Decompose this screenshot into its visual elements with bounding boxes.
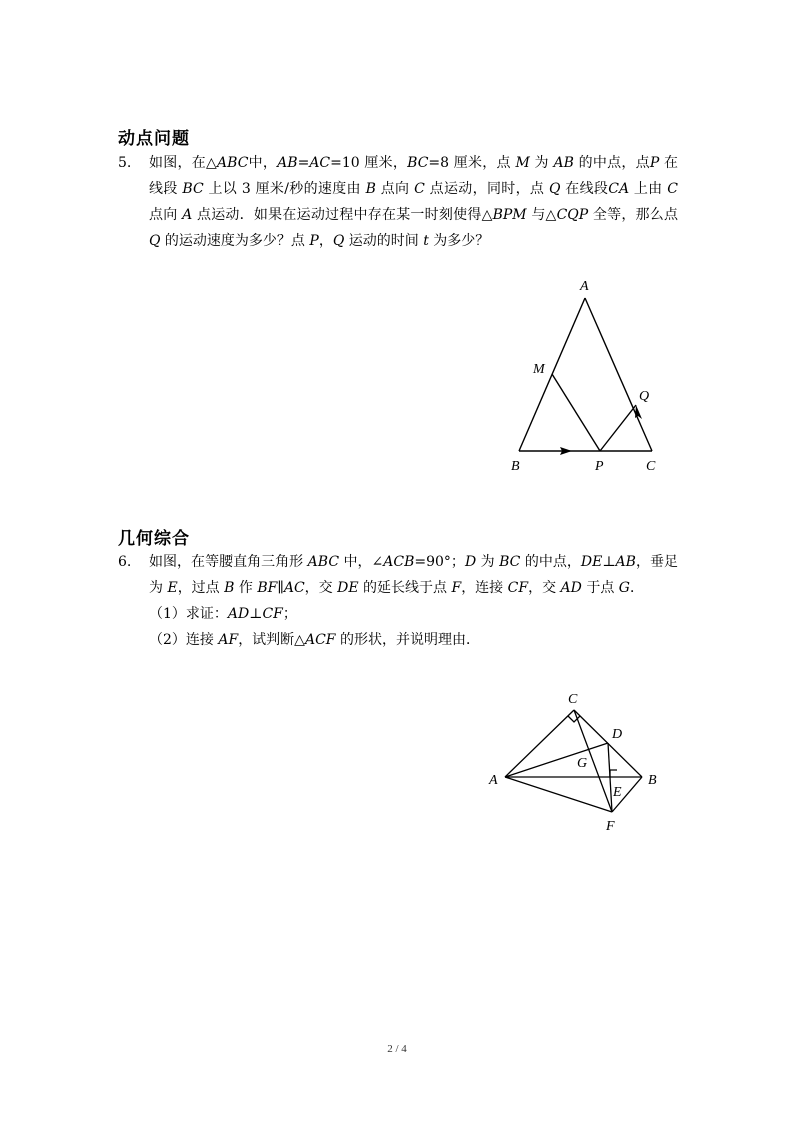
section-title-geometry: 几何综合 bbox=[118, 529, 190, 549]
page-number: 2 / 4 bbox=[387, 1043, 407, 1055]
sub-question-1: （1）求证：AD⊥CF； bbox=[149, 606, 297, 622]
section-title-moving-point: 动点问题 bbox=[118, 129, 190, 149]
label-a: A bbox=[580, 279, 589, 294]
label-m: M bbox=[533, 362, 545, 377]
label-b: B bbox=[511, 459, 520, 474]
label-p: P bbox=[595, 459, 604, 474]
problem-6-text: 如图，在等腰直角三角形 ABC 中，∠ACB=90°；D 为 BC 的中点，DE⊥AB，垂足为 E，过点 B 作 BF∥AC，交 DE 的延长线于点 F，连接 CF，交 AD 于点 G． bbox=[149, 554, 679, 596]
segment-ac bbox=[505, 710, 574, 777]
problem-number: 6. bbox=[118, 554, 132, 570]
label-b: B bbox=[648, 773, 657, 788]
label-e: E bbox=[613, 785, 622, 800]
problem-number: 5. bbox=[118, 155, 132, 171]
label-c: C bbox=[646, 459, 656, 474]
problem-5-text: 如图，在△ABC中，AB=AC=10 厘米，BC=8 厘米，点 M 为 AB 的中点，点P 在线段 BC 上以 3 厘米/秒的速度由 B 点向 C 点运动，同时，点 Q 在线段CA 上由 C 点向 A 点运动．如果在运动过程中存在某一时刻使得△BPM 与△CQP 全等，那么点 Q 的运动速度为多少？点 P，Q 运动的时间 t 为多少？ bbox=[149, 155, 679, 249]
label-d: D bbox=[612, 727, 623, 742]
label-a: A bbox=[489, 773, 498, 788]
label-f: F bbox=[606, 819, 615, 834]
label-q: Q bbox=[639, 389, 650, 404]
label-c: C bbox=[568, 692, 578, 707]
segment-af bbox=[505, 777, 612, 812]
label-g: G bbox=[577, 756, 588, 771]
right-angle-mark-e bbox=[610, 770, 617, 777]
sub-question-2: （2）连接 AF，试判断△ACF 的形状，并说明理由． bbox=[149, 632, 480, 648]
